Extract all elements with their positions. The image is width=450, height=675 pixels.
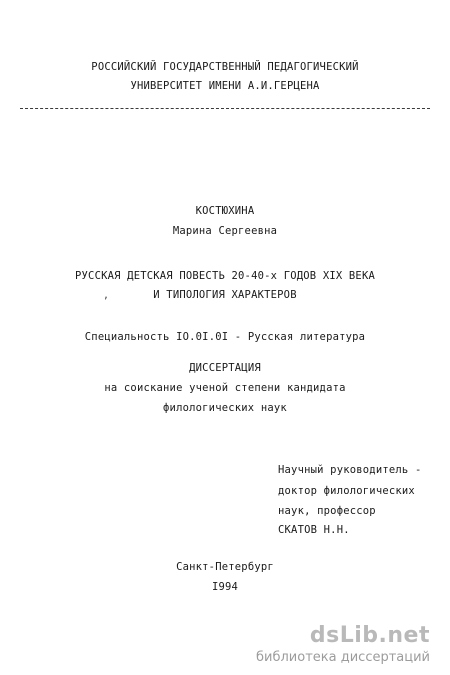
supervisor-line-4: СКАТОВ Н.Н. — [278, 524, 350, 536]
supervisor-line-1: Научный руководитель - — [278, 464, 422, 476]
stray-mark: , — [103, 290, 110, 301]
header-divider — [20, 108, 430, 109]
dissertation-title-line-2: И ТИПОЛОГИЯ ХАРАКТЕРОВ — [153, 289, 297, 301]
author-given-names: Марина Сергеевна — [172, 225, 278, 237]
supervisor-line-2: доктор филологических — [278, 485, 415, 497]
footer-city: Санкт-Петербург — [176, 561, 274, 573]
degree-line-1: на соискание ученой степени кандидата — [104, 382, 346, 394]
supervisor-line-3: наук, профессор — [278, 505, 376, 517]
footer-year: I994 — [211, 581, 239, 593]
specialty-line: Специальность IO.0I.0I - Русская литература — [84, 331, 366, 343]
degree-line-2: филологических наук — [163, 402, 287, 414]
dslib-watermark — [238, 623, 438, 669]
watermark-logo: dsLib.net — [309, 623, 430, 648]
institution-line-1: РОССИЙСКИЙ ГОСУДАРСТВЕННЫЙ ПЕДАГОГИЧЕСКИЙ — [91, 61, 359, 73]
work-type-label: ДИССЕРТАЦИЯ — [189, 362, 261, 374]
dissertation-title-line-1: РУССКАЯ ДЕТСКАЯ ПОВЕСТЬ 20-40-х ГОДОВ XIX ВЕКА — [75, 270, 375, 282]
author-surname: КОСТЮХИНА — [195, 205, 255, 217]
watermark-caption: библиотека диссертаций — [256, 650, 430, 665]
institution-line-2: УНИВЕРСИТЕТ ИМЕНИ А.И.ГЕРЦЕНА — [130, 80, 320, 92]
